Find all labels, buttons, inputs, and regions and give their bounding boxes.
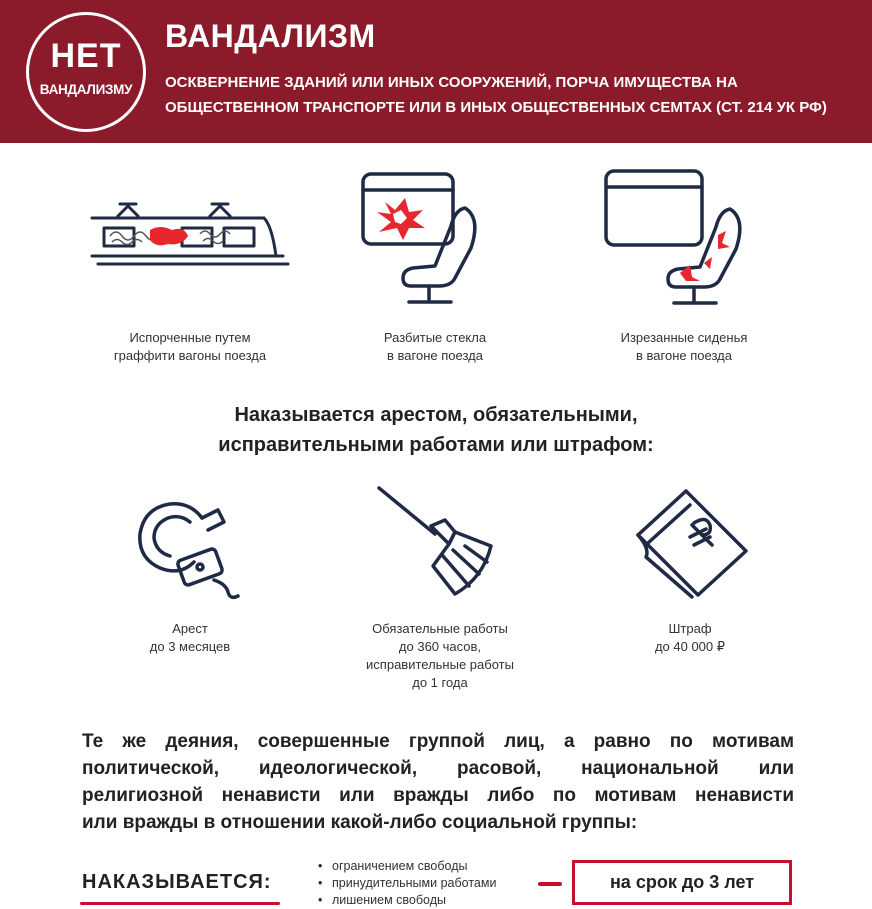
punish-underline — [80, 902, 280, 905]
list-item: • принудительными работами — [318, 875, 496, 892]
penalty-caption-arrest: Арест до 3 месяцев — [149, 621, 231, 654]
subtitle-line-1: ОСКВЕРНЕНИЕ ЗДАНИЙ ИЛИ ИНЫХ СООРУЖЕНИЙ, ПОРЧА ИМУЩЕСТВА НА — [165, 74, 738, 91]
para-line-4: или вражды в отношении какой-либо социальной группы: — [82, 812, 638, 833]
damage-caption-seats: Изрезанные сиденья в вагоне поезда — [620, 330, 748, 363]
punish-label: НАКАЗЫВАЕТСЯ: — [82, 871, 272, 893]
list-item: • ограничением свободы — [318, 858, 496, 875]
subtitle-line-2: ОБЩЕСТВЕННОМ ТРАНСПОРТЕ ИЛИ В ИНЫХ ОБЩЕСТВЕННЫХ СЕМТАХ (СТ. 214 УК РФ) — [165, 99, 827, 116]
punishment-options-list — [318, 858, 496, 909]
broken-window-icon — [355, 168, 485, 308]
handcuffs-icon — [130, 492, 250, 607]
para-line-3: религиозной ненависти или вражды либо по мотивам ненависти — [82, 785, 794, 806]
damage-caption-graffiti: Испорченные путем граффити вагоны поезда — [113, 330, 267, 363]
header-banner — [0, 0, 872, 143]
train-graffiti-icon — [88, 196, 293, 272]
para-line-1: Те же деяния, совершенные группой лиц, а равно по мотивам — [82, 731, 794, 752]
penalty-caption-fine: Штраф до 40 000 ₽ — [654, 621, 726, 654]
damage-caption-windows: Разбитые стекла в вагоне поезда — [383, 330, 487, 363]
page-title: ВАНДАЛИЗМ — [165, 18, 376, 54]
list-item: • лишением свободы — [318, 892, 496, 909]
badge-top-text: НЕТ — [50, 37, 122, 75]
penalty-heading: Наказывается арестом, обязательными, исправительными работами или штрафом: — [218, 404, 654, 456]
cut-seat-icon — [600, 165, 750, 315]
badge-bottom-text: ВАНДАЛИЗМУ — [39, 82, 133, 97]
no-vandalism-badge — [26, 12, 146, 132]
aggravated-paragraph — [82, 728, 794, 836]
page-subtitle — [165, 70, 865, 120]
penalty-caption-works: Обязательные работы до 360 часов, исправительные работы до 1 года — [366, 621, 514, 690]
term-box: на срок до 3 лет — [572, 860, 792, 905]
broom-icon — [373, 482, 503, 602]
para-line-2: политической, идеологической, расовой, национальной или — [82, 758, 794, 779]
connector-dash — [538, 882, 562, 886]
money-icon — [630, 485, 755, 600]
